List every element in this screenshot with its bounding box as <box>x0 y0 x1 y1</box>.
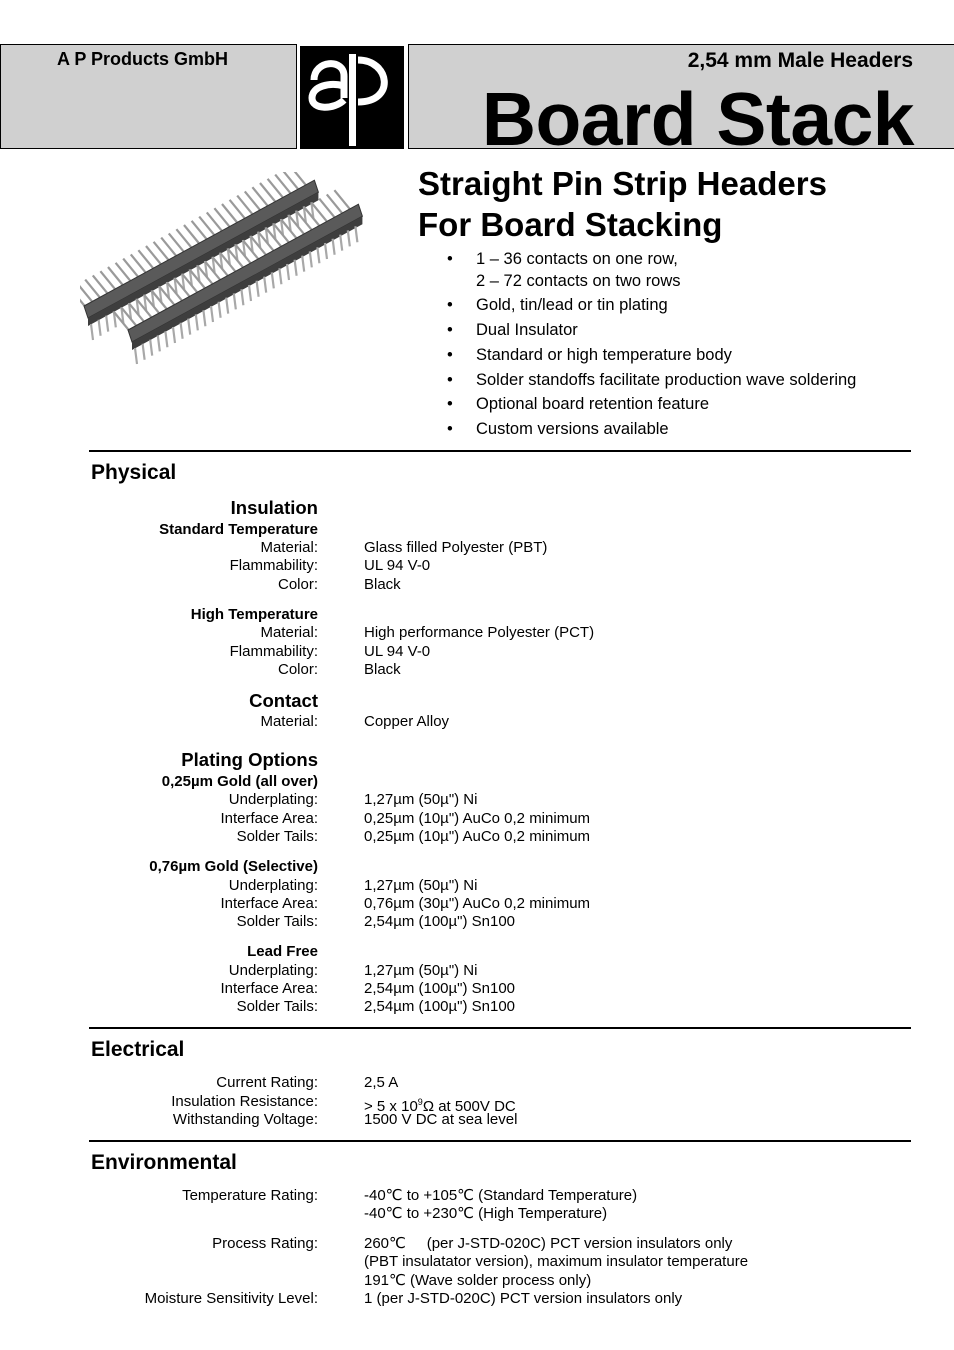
high-temperature-heading: High Temperature <box>190 606 318 623</box>
section-divider <box>89 1027 911 1029</box>
spec-label: Material: <box>260 539 318 556</box>
gold-selective-heading: 0,76µm Gold (Selective) <box>149 858 318 875</box>
section-divider <box>89 1140 911 1142</box>
lead-free-heading: Lead Free <box>247 943 318 960</box>
feature-text: • Gold, tin/lead or tin plating <box>476 296 668 315</box>
spec-value: 0,76µm (30µ") AuCo 0,2 minimum <box>364 895 591 912</box>
value-text: Ω at 500V DC <box>422 1098 516 1115</box>
spec-label: Current Rating: <box>216 1074 318 1091</box>
title-header-box <box>408 44 954 161</box>
feature-text: • Custom versions available <box>476 420 669 439</box>
feature-item <box>447 249 856 292</box>
feature-text: 2 – 72 contacts on two rows <box>476 271 681 290</box>
spec-label: Color: <box>277 661 318 678</box>
spec-value: UL 94 V-0 <box>364 557 431 574</box>
spec-label: Interface Area: <box>220 980 318 997</box>
feature-item <box>447 419 856 441</box>
section-title-electrical: Electrical <box>91 1038 185 1061</box>
header-subtitle: 2,54 mm Male Headers <box>687 49 913 72</box>
spec-value: High performance Polyester (PCT) <box>364 624 595 641</box>
spec-value: 2,54µm (100µ") Sn100 <box>364 913 516 930</box>
spec-value: 0,25µm (10µ") AuCo 0,2 minimum <box>364 828 591 845</box>
spec-label: Flammability: <box>229 557 318 574</box>
spec-value: 1 (per J-STD-020C) PCT version insulators only <box>364 1290 683 1307</box>
standard-temperature-heading: Standard Temperature <box>159 521 318 538</box>
spec-label: Solder Tails: <box>236 998 318 1015</box>
spec-label: Moisture Sensitivity Level: <box>144 1290 318 1307</box>
spec-label: Solder Tails: <box>236 828 318 845</box>
spec-label: Withstanding Voltage: <box>172 1111 318 1128</box>
spec-value: 0,25µm (10µ") AuCo 0,2 minimum <box>364 810 591 827</box>
spec-value: 191℃ (Wave solder process only) <box>364 1272 592 1289</box>
headline-line-1: Straight Pin Strip Headers <box>418 165 827 202</box>
contact-heading: Contact <box>249 690 318 711</box>
spec-label: Underplating: <box>228 877 318 894</box>
spec-value: 2,54µm (100µ") Sn100 <box>364 998 516 1015</box>
insulation-heading: Insulation <box>230 497 318 518</box>
pin-strip-header-image <box>80 172 370 367</box>
spec-label: Interface Area: <box>220 810 318 827</box>
feature-text: • Optional board retention feature <box>476 395 709 414</box>
spec-value: UL 94 V-0 <box>364 643 431 660</box>
feature-text: • Standard or high temperature body <box>476 345 732 364</box>
spec-label: Flammability: <box>229 643 318 660</box>
exponent: 9 <box>417 1097 423 1107</box>
spec-label: Material: <box>260 713 318 730</box>
feature-text: • 1 – 36 contacts on one row, <box>476 250 678 268</box>
spec-label: Interface Area: <box>220 895 318 912</box>
spec-value: Copper Alloy <box>364 713 450 730</box>
spec-value: 260℃ (per J-STD-020C) PCT version insulators only <box>364 1235 733 1252</box>
spec-value: (PBT insulatator version), maximum insulator temperature <box>364 1253 749 1270</box>
feature-item <box>447 394 856 416</box>
feature-item <box>447 295 856 317</box>
spec-value: Glass filled Polyester (PBT) <box>364 539 548 556</box>
spec-value: -40℃ to +105℃ (Standard Temperature) <box>364 1187 638 1204</box>
feature-list <box>447 249 856 444</box>
spec-value: 1500 V DC at sea level <box>364 1111 518 1128</box>
gold-all-over-heading: 0,25µm Gold (all over) <box>161 773 318 790</box>
feature-item <box>447 320 856 342</box>
value-text: > 5 x 10 <box>364 1098 418 1115</box>
plating-options-heading: Plating Options <box>181 749 318 770</box>
spec-label: Solder Tails: <box>236 913 318 930</box>
section-divider <box>89 450 911 452</box>
feature-item <box>447 370 856 392</box>
page-title: Board Stack <box>481 77 914 161</box>
spec-value: 2,54µm (100µ") Sn100 <box>364 980 516 997</box>
spec-label: Color: <box>277 576 318 593</box>
spec-value: Black <box>364 661 401 678</box>
company-name: A P Products GmbH <box>57 49 229 69</box>
headline-line-2: For Board Stacking <box>418 206 723 243</box>
product-headline <box>418 163 827 245</box>
spec-value: 1,27µm (50µ") Ni <box>364 962 478 979</box>
spec-label: Underplating: <box>228 791 318 808</box>
spec-label: Material: <box>260 624 318 641</box>
spec-value: -40℃ to +230℃ (High Temperature) <box>364 1205 608 1222</box>
spec-label: Underplating: <box>228 962 318 979</box>
company-header-box <box>0 44 297 149</box>
spec-label: Process Rating: <box>212 1235 318 1252</box>
spec-value: Black <box>364 576 401 593</box>
ap-logo-icon <box>300 46 404 149</box>
section-title-physical: Physical <box>91 461 177 484</box>
spec-value: 2,5 A <box>364 1074 399 1091</box>
spec-value: 1,27µm (50µ") Ni <box>364 791 478 808</box>
spec-label: Insulation Resistance: <box>171 1093 318 1110</box>
section-title-environmental: Environmental <box>91 1151 237 1174</box>
feature-item <box>447 345 856 367</box>
feature-text: • Solder standoffs facilitate production wave soldering <box>476 370 857 389</box>
spec-value: 1,27µm (50µ") Ni <box>364 877 478 894</box>
feature-text: • Dual Insulator <box>476 321 578 340</box>
spec-label: Temperature Rating: <box>182 1187 318 1204</box>
